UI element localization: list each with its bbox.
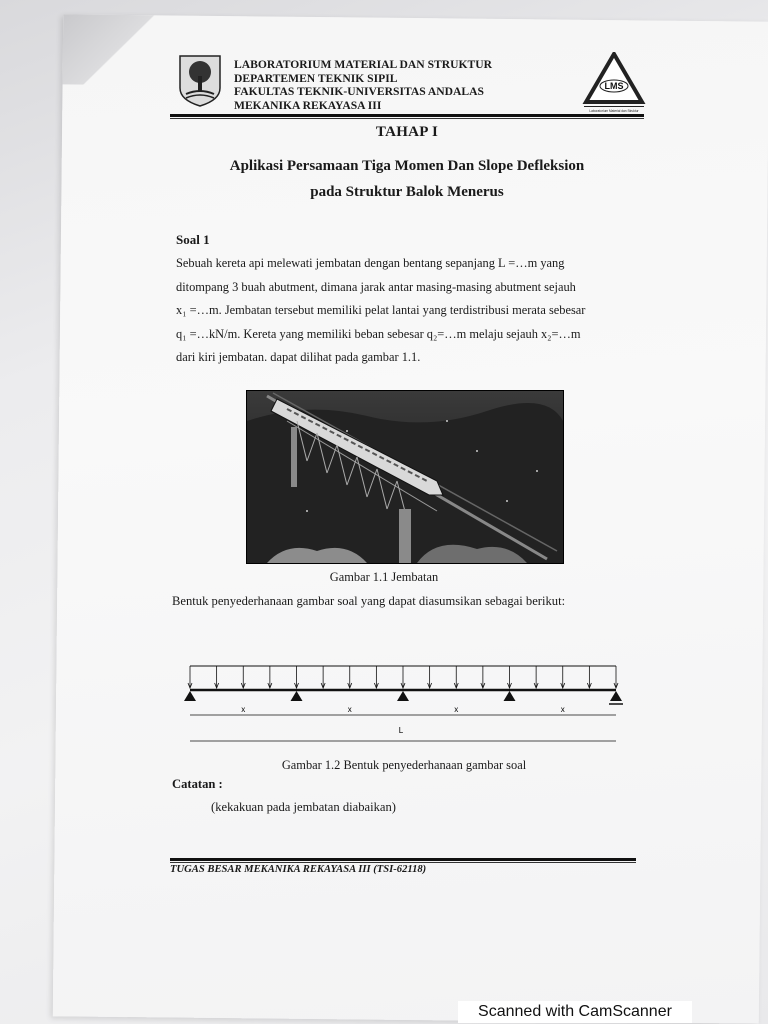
- header-line-course: MEKANIKA REKAYASA III: [234, 98, 382, 112]
- scanner-watermark: Scanned with CamScanner: [458, 1001, 692, 1023]
- university-logo-icon: [176, 54, 224, 108]
- distributed-load-arrows: [188, 666, 618, 688]
- problem-line: Sebuah kereta api melewati jembatan dengan bentang sepanjang L =…m yang: [176, 256, 565, 270]
- footer-text: TUGAS BESAR MEKANIKA REKAYASA III (TSI-62118): [170, 864, 427, 875]
- footer-rule-thin: [170, 862, 636, 863]
- header-line-faculty: FAKULTAS TEKNIK-UNIVERSITAS ANDALAS: [234, 85, 484, 98]
- lms-logo-text: LMS: [604, 81, 624, 91]
- figure-1-caption: Gambar 1.1 Jembatan: [329, 570, 439, 584]
- header-text: [234, 58, 492, 112]
- bridge-photo: [246, 390, 564, 564]
- simplification-intro: Bentuk penyederhanaan gambar soal yang dapat diasumsikan sebagai berikut:: [172, 594, 566, 608]
- span-label: x: [454, 705, 459, 714]
- pin-support: [397, 691, 409, 701]
- figure-2-caption: Gambar 1.2 Bentuk penyederhanaan gambar soal: [281, 758, 527, 772]
- pin-support: [184, 691, 196, 701]
- page-title: TAHAP I: [375, 124, 439, 140]
- lms-logo-icon: [582, 52, 646, 114]
- bridge-photo-image: [247, 391, 563, 563]
- pin-support: [504, 691, 516, 701]
- subtitle-line-1: Aplikasi Persamaan Tiga Momen Dan Slope Defleksion: [229, 158, 585, 174]
- beam-diagram: [176, 660, 636, 752]
- title-block: [170, 124, 644, 205]
- header-line-department: DEPARTEMEN TEKNIK SIPIL: [234, 71, 398, 85]
- subtitle-line-2: pada Struktur Balok Menerus: [310, 184, 504, 200]
- header-line-lab: LABORATORIUM MATERIAL DAN STRUKTUR: [234, 58, 492, 71]
- note-heading: Catatan :: [172, 777, 223, 791]
- header-rule: [170, 114, 644, 117]
- span-label: x: [560, 705, 565, 714]
- span-label: x: [241, 705, 246, 714]
- problem-line: q₁ =…kN/m. Kereta yang memiliki beban sebesar q₂=…m melaju sejauh x₂=…m: [176, 326, 581, 341]
- problem-line: x₁ =…m. Jembatan tersebut memiliki pelat lantai yang terdistribusi merata sebesar: [176, 303, 586, 317]
- problem-text: [176, 252, 642, 370]
- footer-rule: [170, 858, 636, 861]
- total-length-label: L: [398, 726, 404, 735]
- document-header: [176, 52, 646, 116]
- problem-line: dari kiri jembatan. dapat dilihat pada gambar 1.1.: [176, 350, 421, 364]
- header-rule-thin: [170, 118, 644, 119]
- note-text: (kekakuan pada jembatan diabaikan): [211, 800, 396, 814]
- pin-support: [291, 691, 303, 701]
- span-label: x: [347, 705, 352, 714]
- roller-support: [610, 691, 622, 701]
- problem-heading: Soal 1: [176, 232, 210, 247]
- page-fold: [63, 14, 174, 85]
- problem-line: ditompang 3 buah abutment, dimana jarak antar masing-masing abutment sejauh: [176, 279, 576, 294]
- lms-logo-caption: Laboratorium Material dan Struktur: [589, 109, 639, 113]
